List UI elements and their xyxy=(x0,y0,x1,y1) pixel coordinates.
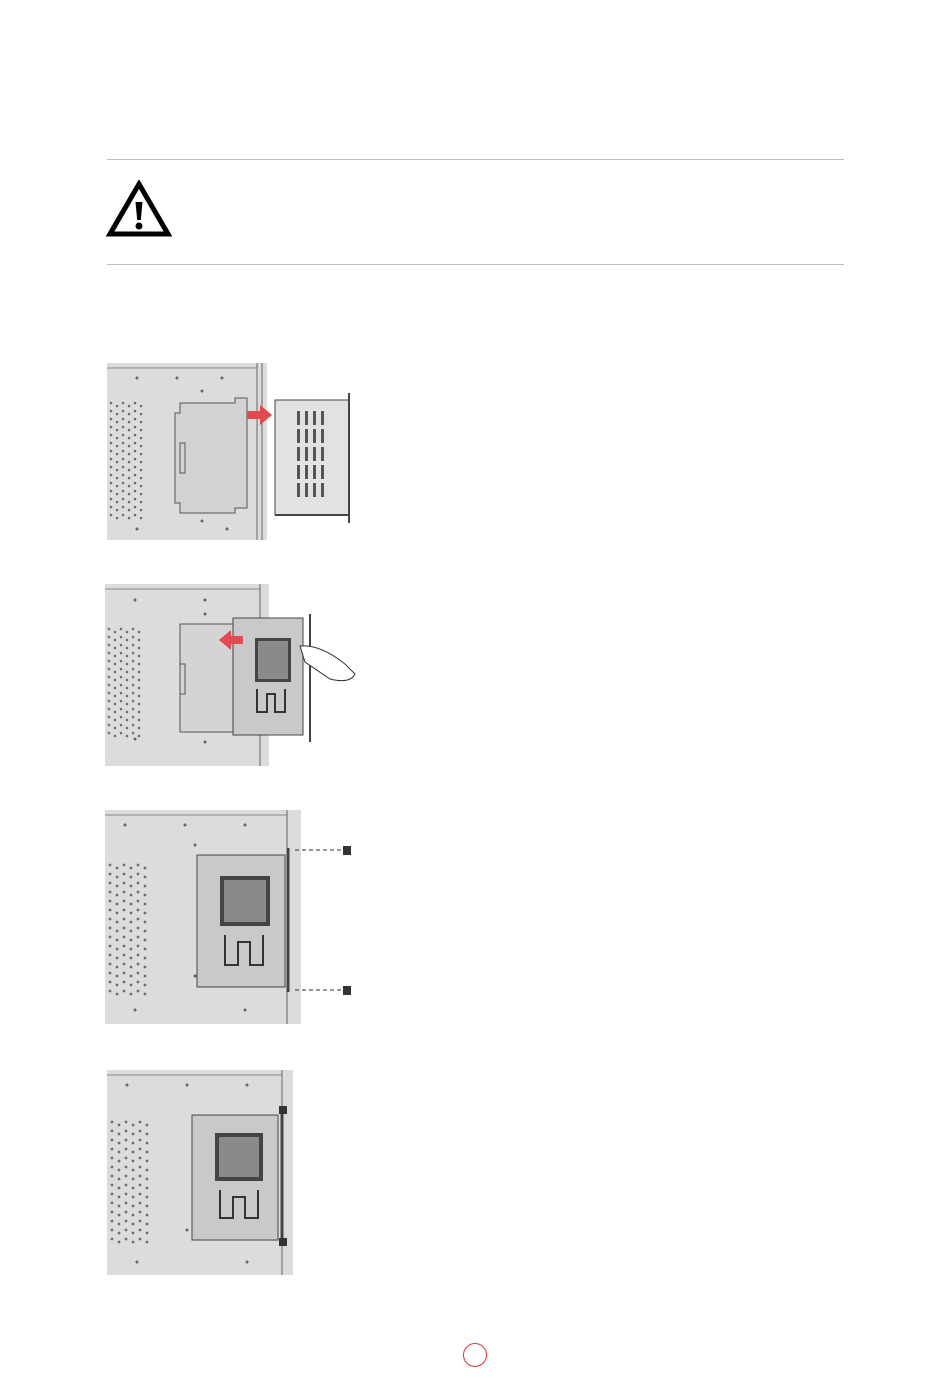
screw-icon xyxy=(343,846,351,855)
screw-icon xyxy=(343,986,351,995)
figure-fasten-screws xyxy=(105,810,355,1024)
top-divider xyxy=(107,159,844,160)
warning-triangle-icon xyxy=(106,180,172,238)
figure-remove-slot-cover xyxy=(107,363,357,540)
figure-installed xyxy=(107,1070,293,1275)
bottom-divider xyxy=(107,264,844,265)
page-number-badge xyxy=(463,1343,487,1367)
figure-insert-module xyxy=(105,584,360,766)
